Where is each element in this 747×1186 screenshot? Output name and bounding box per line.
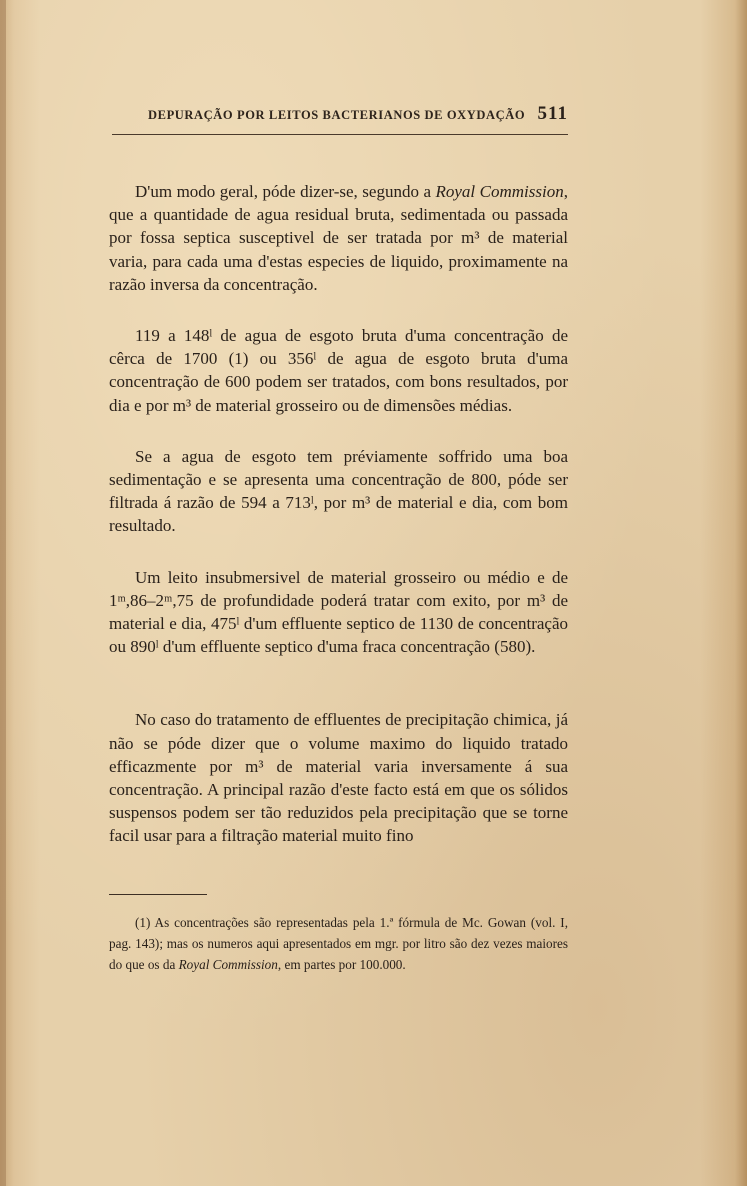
- paragraph: [109, 324, 568, 417]
- paragraph: [109, 708, 568, 847]
- footnote: [109, 912, 568, 976]
- running-header: [148, 103, 568, 125]
- paragraph: [109, 180, 568, 296]
- running-title: DEPURAÇÃO POR LEITOS BACTERIANOS DE OXYDAÇÃO: [148, 108, 526, 122]
- page-number: 511: [537, 103, 568, 124]
- footnote-part: (1) As concentrações são representadas pela 1.ª fórmula de Mc. Gowan (vol. I, pag. 143); mas os numeros aqui apresentados em mgr. por litro são dez vezes maiores do que os da: [109, 915, 568, 973]
- paragraph-text: Um leito insubmersivel de material grosseiro ou médio e de 1ᵐ,86–2ᵐ,75 de profundidade poderá tratar com exito, por m³ de material e dia, 475ˡ d'um effluente septico de 1130 de concentração ou 890ˡ d'um effluente septico d'uma fraca concentração (580).: [109, 567, 568, 657]
- paragraph-text: No caso do tratamento de effluentes de precipitação chimica, já não se póde dizer que o volume maximo do liquido tratado efficazmente por m³ de material varia inversamente á sua concentração. A principal razão d'este facto está em que os sólidos suspensos podem ser tão reduzidos pela precipitação que se torne facil usar para a filtração material muito fino: [109, 710, 568, 846]
- footnote-rule: [109, 894, 207, 895]
- paragraph-text: 119 a 148ˡ de agua de esgoto bruta d'uma concentração de cêrca de 1700 (1) ou 356ˡ de agua de esgoto bruta d'uma concentração de 600 podem ser tratados, com bons resultados, por dia e por m³ de material grosseiro ou de dimensões médias.: [109, 326, 568, 415]
- paragraph: [109, 445, 568, 538]
- header-rule: [112, 134, 568, 135]
- page-edge-shadow: [0, 0, 6, 1186]
- paragraph-text-italic: Royal Commission: [435, 182, 564, 201]
- footnote-text: [109, 912, 568, 976]
- footnote-part-italic: Royal Commission: [178, 957, 278, 973]
- paragraph-text: , que a quantidade de agua residual bruta, sedimentada ou passada por fossa septica susceptivel de ser tratada por m³ de material varia, para cada uma d'estas especies de liquido, proximamente na razão inversa da concentração.: [109, 182, 568, 294]
- footnote-part: , em partes por 100.000.: [277, 957, 406, 973]
- paragraph: [109, 566, 568, 659]
- body-text: [109, 180, 568, 848]
- paragraph-text: D'um modo geral, póde dizer-se, segundo a: [135, 182, 436, 201]
- paragraph-text: Se a agua de esgoto tem préviamente soffrido uma boa sedimentação e se apresenta uma concentração de 800, póde ser filtrada á razão de 594 a 713ˡ, por m³ de material e dia, com bom resultado.: [109, 446, 568, 536]
